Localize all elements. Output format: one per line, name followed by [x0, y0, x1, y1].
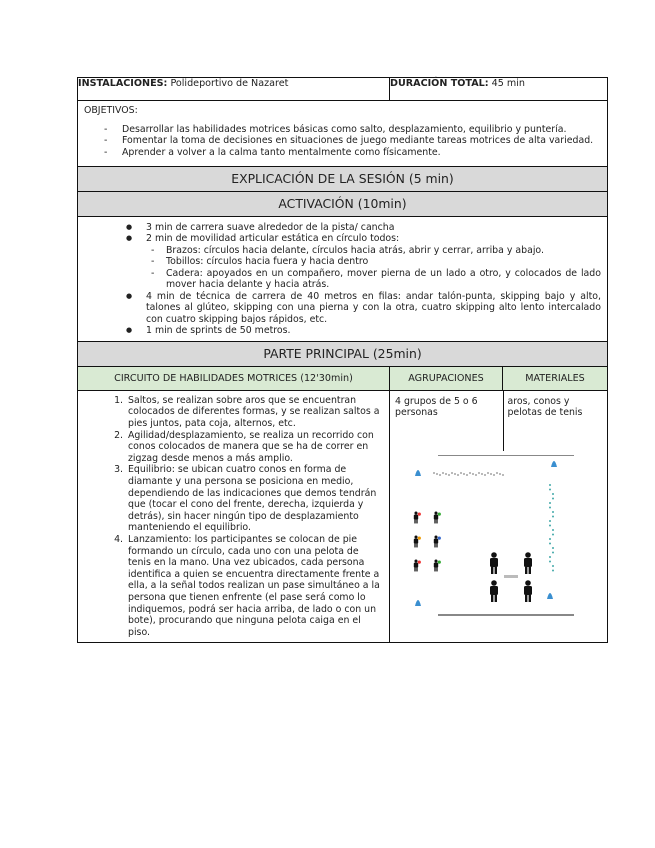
- materiales-header: MATERIALES: [503, 366, 608, 390]
- track-dot: [472, 473, 474, 475]
- track-dot: [436, 473, 438, 475]
- ball-icon: [418, 512, 421, 515]
- ball-icon: [418, 536, 421, 539]
- instalaciones-value: Polideportivo de Nazaret: [170, 78, 289, 89]
- duracion-value: 45 min: [491, 78, 525, 89]
- objetivos-list: [84, 124, 601, 158]
- ring-icon: [504, 575, 518, 578]
- track-dot: [552, 565, 554, 567]
- ball-icon: [438, 560, 441, 563]
- cone-icon: [415, 600, 421, 606]
- person-icon: [529, 567, 531, 574]
- track-dot: [549, 502, 551, 504]
- header-row: [78, 78, 608, 101]
- cone-icon: [415, 470, 421, 476]
- circuito-item: 3. Equilibrio: se ubican cuatro conos en forma de diamante y una persona se posiciona en medio, dependiendo de las indicaciones que demos tendrán que (tocar el cono del frente, derecha, izquierda y detrás), sin hacer ningún tipo de desplazamiento manteniendo el equilibrio.: [126, 464, 383, 534]
- objetivos-cell: [78, 101, 608, 167]
- circuito-item: 1. Saltos, se realizan sobre aros que se encuentran colocados de diferentes formas, y se realizan saltos a pies juntos, pata coja, alternos, etc.: [126, 395, 383, 430]
- track-dot: [493, 474, 495, 476]
- track-dot: [463, 473, 465, 475]
- person-icon: [436, 543, 437, 547]
- ball-icon: [438, 536, 441, 539]
- movilidad-subitem: - Brazos: círculos hacia delante, círculos hacia atrás, abrir y cerrar, arriba y abajo.: [166, 245, 601, 257]
- person-icon: [416, 519, 417, 523]
- instalaciones-label: INSTALACIONES:: [78, 78, 168, 89]
- track-dot: [442, 472, 444, 474]
- objetivo-item: - Fomentar la toma de decisiones en situaciones de juego mediante tareas motrices de alta variedad.: [122, 135, 601, 146]
- track-dot: [469, 472, 471, 474]
- circuito-header: CIRCUITO DE HABILIDADES MOTRICES (12'30min): [78, 366, 390, 390]
- person-icon: [529, 595, 531, 602]
- principal-title: PARTE PRINCIPAL (25min): [78, 341, 608, 366]
- person-icon: [434, 519, 435, 523]
- person-icon: [434, 562, 438, 567]
- person-icon: [416, 543, 417, 547]
- track-dot: [552, 533, 554, 535]
- movilidad-subitem: - Cadera: apoyados en un compañero, mover pierna de un lado a otro, y colocados de lado mover hacia delante y hacia atrás.: [166, 268, 601, 291]
- activacion-item: ● 3 min de carrera suave alrededor de la pista/ cancha: [146, 222, 601, 234]
- person-icon: [434, 543, 435, 547]
- materiales-value: aros, conos y pelotas de tenis: [507, 395, 583, 419]
- ball-icon: [418, 560, 421, 563]
- person-icon: [434, 514, 438, 519]
- track-dot: [549, 524, 551, 526]
- activacion-body: [78, 216, 608, 341]
- track-dot: [549, 520, 551, 522]
- cone-icon: [547, 593, 553, 599]
- circuito-item: 2. Agilidad/desplazamiento, se realiza un recorrido con conos colocados de manera que se ha de correr en zigzag desde menos a más amplio.: [126, 430, 383, 465]
- objetivo-item: - Desarrollar las habilidades motrices básicas como salto, desplazamiento, equilibrio y puntería.: [122, 124, 601, 135]
- person-icon: [416, 567, 417, 571]
- track-dot: [549, 506, 551, 508]
- person-icon: [495, 595, 497, 602]
- track-dot: [487, 472, 489, 474]
- objetivo-item: - Aprender a volver a la calma tanto mentalmente como físicamente.: [122, 147, 601, 158]
- person-icon: [414, 543, 415, 547]
- person-icon: [436, 519, 437, 523]
- track-dot: [552, 497, 554, 499]
- agrupaciones-value: 4 grupos de 5 o 6 personas: [395, 395, 478, 419]
- track-dot: [454, 473, 456, 475]
- track-dot: [549, 488, 551, 490]
- person-icon: [490, 586, 498, 595]
- principal-title-row: [78, 341, 608, 366]
- explicacion-title: EXPLICACIÓN DE LA SESIÓN (5 min): [78, 166, 608, 191]
- circuito-item: 4. Lanzamiento: los participantes se colocan de pie formando un círculo, cada uno con una pelota de tenis en la mano. Una vez ubicados, cada persona identifica a quien se encuentra directamente frente a ella, a la señal todos realizan un pase simultáneo a la persona que tienen enfrente (el pase será como lo indiquemos, podrá ser hacia arriba, de lado o con un bote), procurando que ninguna pelota caiga en el piso.: [126, 534, 383, 638]
- track-dot: [478, 472, 480, 474]
- person-icon: [436, 567, 437, 571]
- track-dot: [475, 474, 477, 476]
- explicacion-row: [78, 166, 608, 191]
- person-icon: [525, 580, 531, 586]
- person-icon: [434, 535, 437, 538]
- track-dot: [549, 538, 551, 540]
- activacion-item: [146, 233, 601, 291]
- circuito-cell: [78, 390, 390, 642]
- principal-header-row: [78, 366, 608, 390]
- agrup-materiales-cell: [390, 390, 608, 642]
- track-dot: [496, 472, 498, 474]
- person-icon: [525, 567, 527, 574]
- person-icon: [524, 586, 532, 595]
- activacion-item: ● 4 min de técnica de carrera de 40 metros en filas: andar talón-punta, skipping bajo y alto, talones al glúteo, skipping con una pierna y con la otra, cuatro skipping alto lento intercalado con cuatro skipping bajos rápidos, etc.: [146, 291, 601, 326]
- cone-icon: [551, 461, 557, 467]
- track-dot: [552, 551, 554, 553]
- track-dot: [502, 474, 504, 476]
- ball-icon: [438, 512, 441, 515]
- person-icon: [434, 559, 437, 562]
- agrupaciones-header: AGRUPACIONES: [390, 366, 503, 390]
- objetivos-row: [78, 101, 608, 167]
- person-icon: [434, 511, 437, 514]
- track-dot: [549, 542, 551, 544]
- activacion-item: ● 1 min de sprints de 50 metros.: [146, 325, 601, 337]
- track-dot: [445, 473, 447, 475]
- activacion-title-row: [78, 191, 608, 216]
- person-icon: [434, 567, 435, 571]
- person-icon: [414, 514, 418, 519]
- track-dot: [552, 547, 554, 549]
- track-dot: [433, 472, 435, 474]
- activacion-body-row: [78, 216, 608, 341]
- track-dot: [552, 493, 554, 495]
- track-dot: [439, 474, 441, 476]
- person-icon: [414, 519, 415, 523]
- person-icon: [490, 558, 498, 567]
- person-icon: [525, 552, 531, 558]
- track-dot: [490, 473, 492, 475]
- activacion-item-text: 2 min de movilidad articular estática en círculo todos:: [146, 233, 400, 245]
- track-dot: [549, 484, 551, 486]
- track-dot: [481, 473, 483, 475]
- track-dot: [466, 474, 468, 476]
- track-dot: [457, 474, 459, 476]
- track-dot: [552, 511, 554, 513]
- duracion-cell: [390, 78, 608, 101]
- activacion-title: ACTIVACIÓN (10min): [78, 191, 608, 216]
- objetivos-title: OBJETIVOS:: [84, 105, 138, 116]
- person-icon: [414, 535, 417, 538]
- track-dot: [460, 472, 462, 474]
- track-dot: [499, 473, 501, 475]
- track-dot: [552, 515, 554, 517]
- principal-body-row: [78, 390, 608, 642]
- track-dot: [448, 474, 450, 476]
- person-icon: [491, 567, 493, 574]
- person-icon: [525, 595, 527, 602]
- track-dot: [549, 560, 551, 562]
- track-dot: [549, 556, 551, 558]
- session-table: [77, 77, 608, 643]
- person-icon: [524, 558, 532, 567]
- person-icon: [495, 567, 497, 574]
- instalaciones-cell: [78, 78, 390, 101]
- column-divider: [503, 391, 504, 451]
- person-icon: [491, 580, 497, 586]
- circuit-diagram: [394, 455, 604, 655]
- movilidad-subitem: - Tobillos: círculos hacia fuera y hacia dentro: [166, 256, 601, 268]
- movilidad-sublist: [146, 245, 601, 291]
- person-icon: [414, 567, 415, 571]
- track-dot: [552, 569, 554, 571]
- activacion-list: [84, 222, 601, 337]
- track-dot: [552, 529, 554, 531]
- person-icon: [414, 538, 418, 543]
- person-icon: [414, 511, 417, 514]
- duracion-label: DURACIÓN TOTAL:: [390, 78, 489, 89]
- track-dot: [484, 474, 486, 476]
- circuito-list: [84, 395, 383, 638]
- person-icon: [491, 552, 497, 558]
- track-dot: [451, 472, 453, 474]
- person-icon: [414, 562, 418, 567]
- person-icon: [434, 538, 438, 543]
- person-icon: [414, 559, 417, 562]
- person-icon: [491, 595, 493, 602]
